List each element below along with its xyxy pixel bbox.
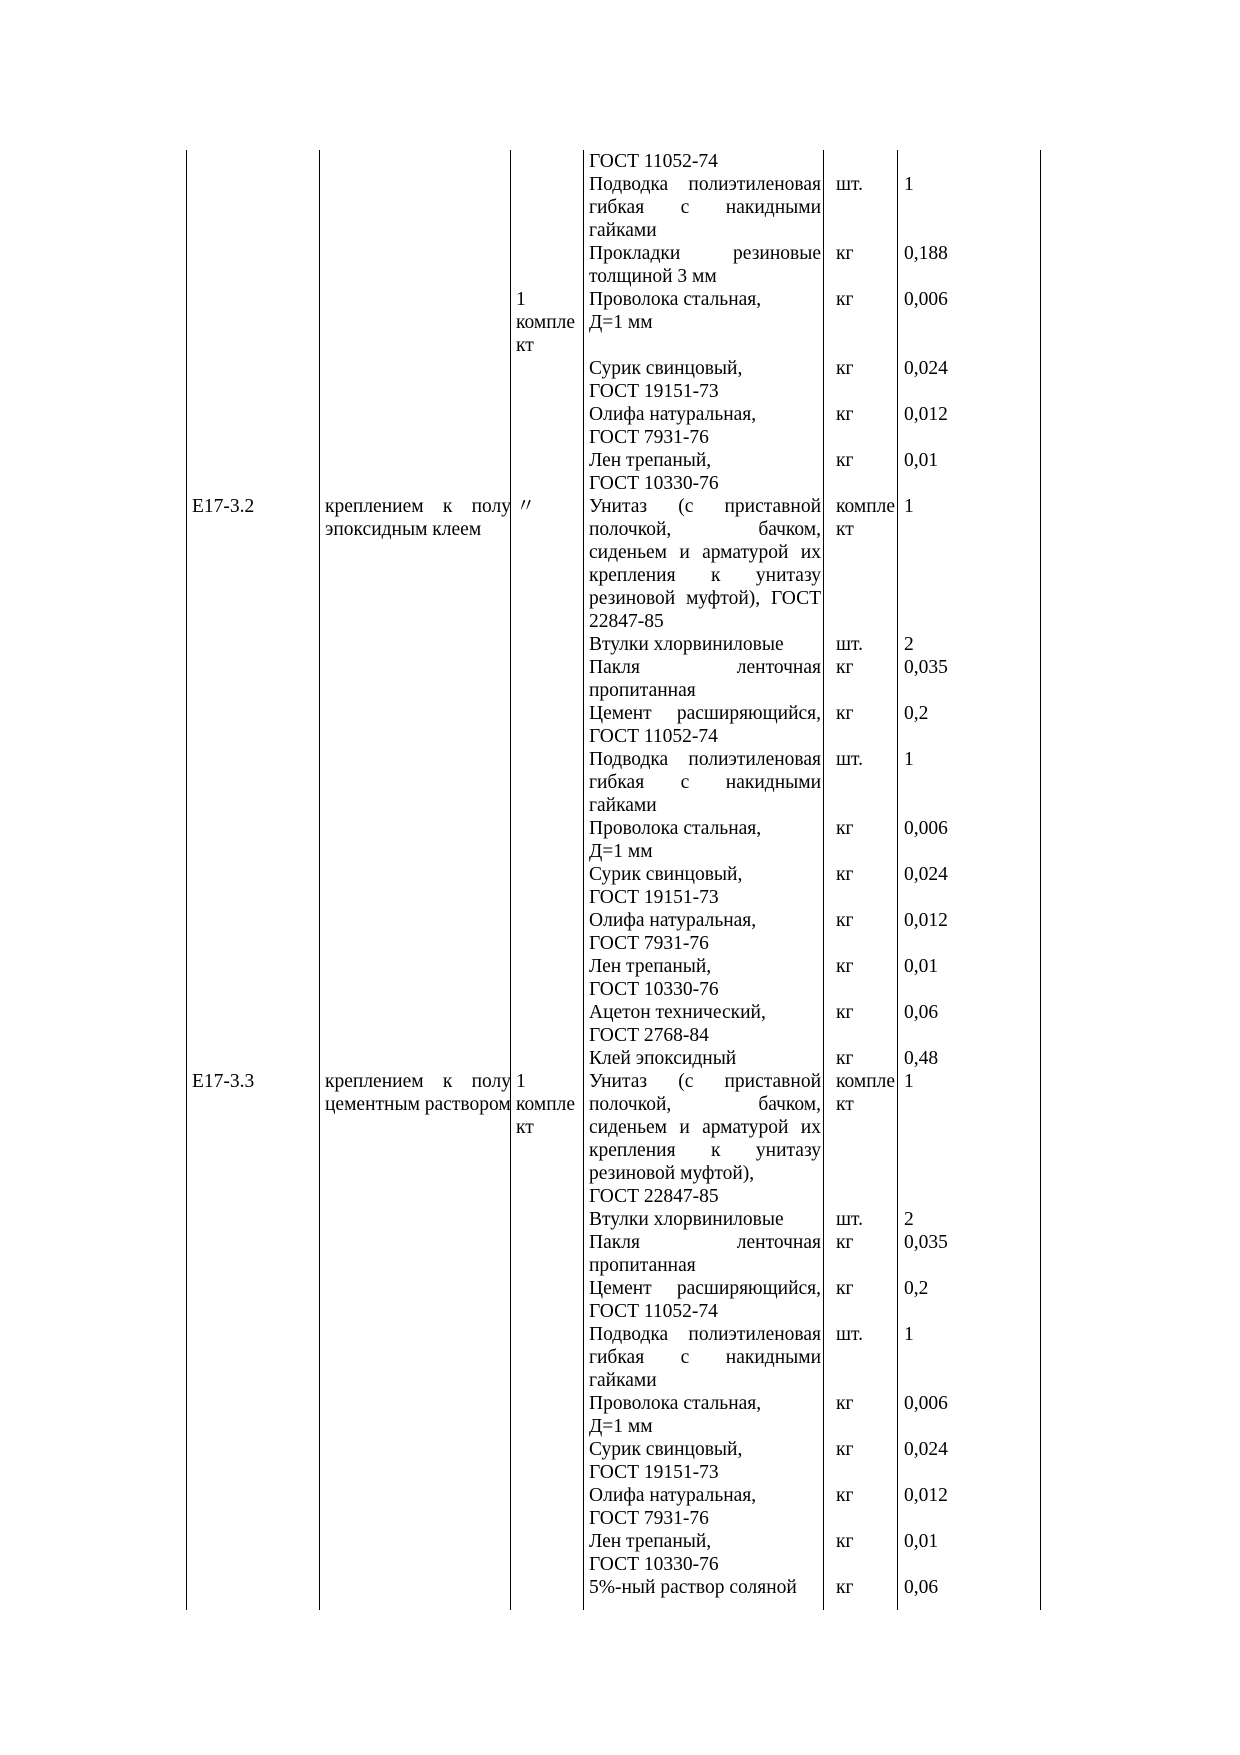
table-divider-2	[510, 150, 511, 1610]
qty-cell: 0,006	[904, 289, 948, 310]
unit-cell: кг	[836, 450, 854, 471]
unit-text: кт	[836, 1094, 854, 1115]
measure-cell	[516, 288, 586, 357]
material-text: Лен трепаный,	[589, 1531, 712, 1552]
material-text: Прокладки резиновые толщиной 3 мм	[589, 243, 821, 287]
material-text: ГОСТ 11052-74	[589, 151, 718, 172]
unit-cell	[836, 495, 904, 541]
measure-text: кт	[516, 1117, 534, 1138]
material-cell	[589, 1438, 821, 1484]
unit-cell	[836, 955, 904, 978]
material-cell	[589, 242, 821, 288]
measure-text: 1	[516, 1071, 526, 1092]
measure-text: компле	[516, 1094, 576, 1115]
material-text: Втулки хлорвиниловые	[589, 1209, 784, 1230]
material-text: Унитаз (с приставной полочкой, бачком, сиденьем и арматурой их крепления к унитазу резиновой муфтой),	[589, 1071, 821, 1184]
measure-text: компле	[516, 312, 576, 333]
material-text: Пакля ленточная пропитанная	[589, 1232, 821, 1276]
material-text: Пакля ленточная пропитанная	[589, 657, 821, 701]
unit-text: кг	[836, 1048, 854, 1069]
unit-cell	[836, 702, 904, 725]
material-text: ГОСТ 10330-76	[589, 1554, 719, 1575]
material-text: Лен трепаный,	[589, 956, 712, 977]
unit-text: шт.	[836, 1209, 863, 1230]
material-cell	[589, 656, 821, 702]
unit-cell	[836, 1208, 904, 1231]
table-divider-4	[823, 150, 824, 1610]
material-text: ГОСТ 10330-76	[589, 979, 719, 1000]
material-cell	[589, 1231, 821, 1277]
code-cell: Е17-3.3	[192, 1071, 255, 1092]
unit-text: кг	[836, 818, 854, 839]
qty-cell: 2	[904, 634, 914, 655]
material-cell	[589, 357, 821, 403]
description-cell: креплением к полу цементным раствором	[325, 1071, 511, 1115]
unit-cell	[836, 748, 904, 771]
unit-text: шт.	[836, 749, 863, 770]
qty-cell: 1	[904, 1071, 914, 1092]
qty-cell: 0,006	[904, 818, 948, 839]
unit-text: компле	[836, 496, 896, 517]
unit-cell	[836, 1323, 904, 1346]
material-text: Унитаз (с приставной полочкой, бачком, сиденьем и арматурой их крепления к унитазу резиновой муфтой), ГОСТ 22847-85	[589, 496, 821, 632]
unit-text: кг	[836, 1232, 854, 1253]
description-cell: креплением к полу эпоксидным клеем	[325, 496, 511, 540]
qty-cell: 0,035	[904, 657, 948, 678]
material-text: Подводка полиэтиленовая гибкая с накидными гайками	[589, 174, 821, 241]
material-cell	[589, 817, 821, 863]
unit-cell	[836, 1277, 904, 1300]
material-text: ГОСТ 2768-84	[589, 1025, 709, 1046]
unit-cell	[836, 817, 904, 840]
unit-text: кг	[836, 1531, 854, 1552]
unit-text: шт.	[836, 634, 863, 655]
unit-text: компле	[836, 1071, 896, 1092]
unit-cell	[836, 863, 904, 886]
material-cell	[589, 403, 821, 449]
material-text: ГОСТ 7931-76	[589, 933, 709, 954]
unit-text: кг	[836, 1485, 854, 1506]
material-cell	[589, 1323, 821, 1392]
unit-cell: шт.	[836, 174, 863, 195]
material-text: Олифа натуральная,	[589, 404, 757, 425]
table-divider-1	[319, 150, 320, 1610]
unit-text: кг	[836, 1393, 854, 1414]
material-cell	[589, 1530, 821, 1576]
qty-cell: 0,024	[904, 358, 948, 379]
unit-text: кг	[836, 956, 854, 977]
material-cell	[589, 1277, 821, 1323]
table-border-left	[186, 150, 187, 1610]
material-cell	[589, 1047, 821, 1070]
material-text: Ацетон технический,	[589, 1002, 766, 1023]
material-cell	[589, 495, 821, 633]
table-border-right	[1040, 150, 1041, 1610]
qty-cell: 0,006	[904, 1393, 948, 1414]
unit-text: кг	[836, 1002, 854, 1023]
material-cell	[589, 955, 821, 1001]
unit-cell: кг	[836, 404, 854, 425]
unit-text: кт	[836, 519, 854, 540]
material-text: Проволока стальная,	[589, 1393, 762, 1414]
unit-text: кг	[836, 864, 854, 885]
qty-cell: 0,06	[904, 1002, 939, 1023]
qty-cell: 1	[904, 749, 914, 770]
qty-cell: 0,48	[904, 1048, 939, 1069]
unit-cell	[836, 909, 904, 932]
material-text: ГОСТ 19151-73	[589, 887, 719, 908]
unit-cell	[836, 1576, 904, 1599]
unit-cell	[836, 1392, 904, 1415]
qty-cell: 2	[904, 1209, 914, 1230]
unit-text: кг	[836, 1439, 854, 1460]
material-text: Д=1 мм	[589, 312, 653, 333]
qty-cell: 0,2	[904, 703, 929, 724]
material-text: ГОСТ 7931-76	[589, 1508, 709, 1529]
material-cell	[589, 748, 821, 817]
qty-cell: 0,06	[904, 1577, 939, 1598]
material-text: Олифа натуральная,	[589, 1485, 757, 1506]
code-cell: Е17-3.2	[192, 496, 255, 517]
material-text: Лен трепаный,	[589, 450, 712, 471]
unit-text: кг	[836, 1278, 854, 1299]
material-cell	[589, 1484, 821, 1530]
unit-cell	[836, 1001, 904, 1024]
material-text: Подводка полиэтиленовая гибкая с накидными гайками	[589, 1324, 821, 1391]
material-text: Сурик свинцовый,	[589, 1439, 743, 1460]
material-text: Сурик свинцовый,	[589, 864, 743, 885]
material-text: Сурик свинцовый,	[589, 358, 743, 379]
material-text: Втулки хлорвиниловые	[589, 634, 784, 655]
material-text: 5%-ный раствор соляной	[589, 1577, 797, 1598]
table-divider-3	[583, 150, 584, 1610]
qty-cell: 0,024	[904, 1439, 948, 1460]
material-cell	[589, 1208, 821, 1231]
unit-cell	[836, 1438, 904, 1461]
unit-text: шт.	[836, 1324, 863, 1345]
qty-cell: 0,01	[904, 450, 939, 471]
unit-cell	[836, 1231, 904, 1254]
measure-text: 1	[516, 289, 526, 310]
unit-cell: кг	[836, 289, 854, 310]
material-cell	[589, 150, 821, 173]
unit-text: кг	[836, 657, 854, 678]
material-text: Д=1 мм	[589, 1416, 653, 1437]
qty-cell: 0,012	[904, 1485, 948, 1506]
material-text: ГОСТ 19151-73	[589, 1462, 719, 1483]
unit-cell	[836, 1484, 904, 1507]
qty-cell: 0,01	[904, 956, 939, 977]
material-text: Цемент расширяющийся, ГОСТ 11052-74	[589, 1278, 821, 1322]
qty-cell: 0,035	[904, 1232, 948, 1253]
unit-text: кг	[836, 1577, 854, 1598]
unit-text: кг	[836, 703, 854, 724]
unit-cell	[836, 633, 904, 656]
qty-cell: 0,01	[904, 1531, 939, 1552]
material-cell	[589, 1001, 821, 1047]
unit-cell	[836, 1070, 904, 1116]
material-text: ГОСТ 19151-73	[589, 381, 719, 402]
unit-text: кг	[836, 910, 854, 931]
material-text: Клей эпоксидный	[589, 1048, 737, 1069]
material-text: Подводка полиэтиленовая гибкая с накидными гайками	[589, 749, 821, 816]
material-cell	[589, 449, 821, 495]
material-cell	[589, 173, 821, 242]
measure-text: кт	[516, 335, 534, 356]
qty-cell: 1	[904, 1324, 914, 1345]
qty-cell: 0,012	[904, 910, 948, 931]
material-cell	[589, 1392, 821, 1438]
material-text: ГОСТ 10330-76	[589, 473, 719, 494]
material-text: ГОСТ 22847-85	[589, 1186, 719, 1207]
unit-cell	[836, 656, 904, 679]
material-text: Проволока стальная,	[589, 289, 762, 310]
material-cell	[589, 863, 821, 909]
material-cell	[589, 1576, 821, 1599]
qty-cell: 1	[904, 496, 914, 517]
qty-cell: 0,024	[904, 864, 948, 885]
unit-cell	[836, 1047, 904, 1070]
material-text: Д=1 мм	[589, 841, 653, 862]
unit-cell: кг	[836, 358, 854, 379]
material-cell	[589, 633, 821, 656]
unit-cell	[836, 1530, 904, 1553]
material-text: Проволока стальная,	[589, 818, 762, 839]
measure-cell	[516, 1070, 586, 1139]
material-cell	[589, 909, 821, 955]
material-text: ГОСТ 7931-76	[589, 427, 709, 448]
measure-ditto-mark: 〃	[516, 496, 536, 517]
unit-cell: кг	[836, 243, 854, 264]
qty-cell: 0,188	[904, 243, 948, 264]
qty-cell: 0,2	[904, 1278, 929, 1299]
qty-cell: 0,012	[904, 404, 948, 425]
material-text: Олифа натуральная,	[589, 910, 757, 931]
qty-cell: 1	[904, 174, 914, 195]
material-cell	[589, 1070, 821, 1208]
material-cell	[589, 702, 821, 748]
material-text: Цемент расширяющийся, ГОСТ 11052-74	[589, 703, 821, 747]
material-cell	[589, 288, 821, 334]
